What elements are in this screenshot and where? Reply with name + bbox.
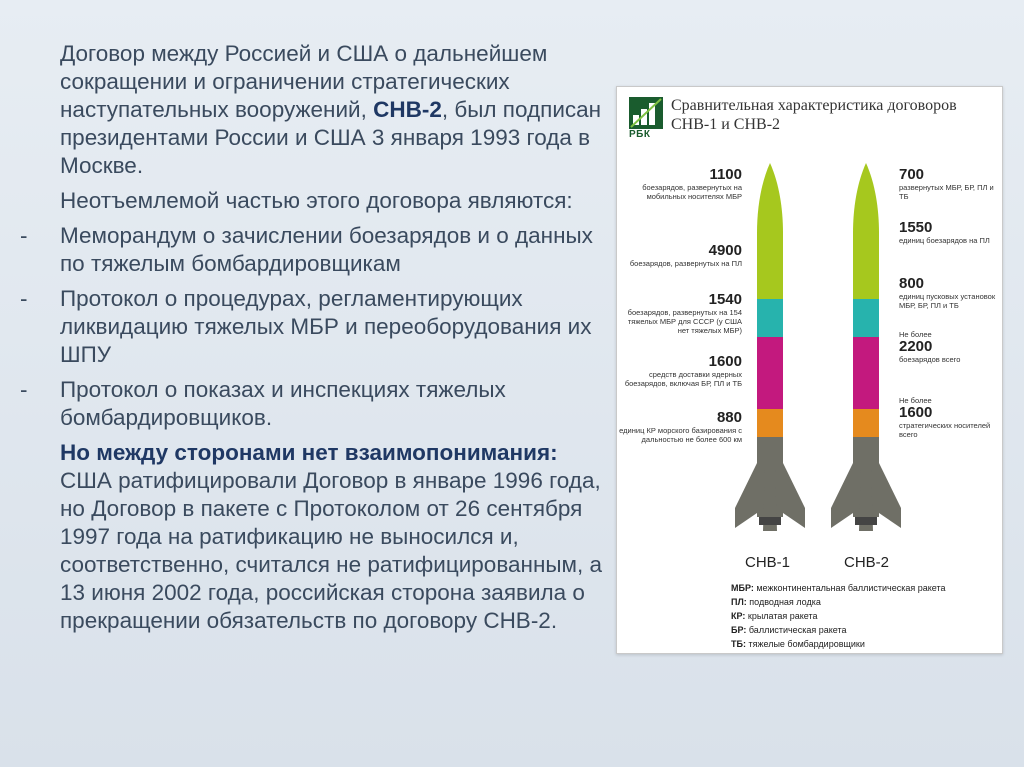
legend-item (731, 595, 946, 609)
legend-item (731, 637, 946, 651)
text-paragraph (14, 439, 614, 635)
left-stat-label: боезарядов, развернутых на 154 тяжелых МБР для СССР (у США нет тяжелых МБР) (627, 308, 742, 335)
body-text: США ратифицировали Договор в январе 1996 года, но Договор в пакете с Протоколом от 26 сентября 1997 года на ратификацию не выносился и, соответственно, считался не ратифицированным, а 13 июня 2002 года, российская сторона заявила о прекращении обязательств по договору СНВ-2. (60, 468, 603, 633)
left-stat (617, 167, 742, 201)
infographic-card (616, 86, 1003, 654)
legend-text: крылатая ракета (745, 611, 818, 621)
body-text: , был подписан президентами России и США 3 января 1993 года в Москве. (60, 97, 602, 178)
right-stat-number: 1550 (899, 219, 933, 236)
legend-text: подводная лодка (746, 597, 821, 607)
bullet-item (14, 376, 614, 432)
right-stat-number: 1600 (899, 404, 933, 421)
right-stat-prefix: Не более (899, 330, 932, 339)
text-paragraph (14, 40, 614, 180)
right-stat-label: развернутых МБР, БР, ПЛ и ТБ (899, 183, 994, 201)
right-stat-number: 800 (899, 275, 925, 292)
legend-text: межконтинентальная баллистическая ракета (753, 583, 946, 593)
left-stat-number: 1540 (708, 291, 742, 308)
right-stat (899, 276, 999, 310)
text-paragraph (14, 187, 614, 215)
legend-text: баллистическая ракета (746, 625, 847, 635)
body-text: Неотъемлемой частью этого договора являются: (60, 188, 573, 213)
left-stat-number: 1600 (708, 353, 742, 370)
body-text: Протокол о процедурах, регламентирующих ликвидацию тяжелых МБР и переоборудования их ШПУ (60, 286, 592, 367)
right-stat (899, 167, 999, 201)
right-stat (899, 330, 999, 364)
right-stat (899, 396, 999, 439)
right-stat-number: 2200 (899, 338, 933, 355)
body-text: Договор между Россией и США о дальнейшем сокращении и ограничении стратегических наступательных вооружений, (60, 41, 548, 122)
bullet-item (14, 222, 614, 278)
legend-abbr: ТБ: (731, 639, 746, 649)
infographic-title: Сравнительная характеристика договоров СНВ-1 и СНВ-2 (671, 97, 957, 133)
right-stat (899, 220, 999, 245)
rocket-label-snv1: СНВ-1 (745, 554, 791, 571)
left-stat-number: 880 (716, 409, 742, 426)
bullet-item (14, 285, 614, 369)
right-stat-label: единиц боезарядов на ПЛ (899, 236, 990, 245)
right-stat-label: боезарядов всего (899, 355, 961, 364)
body-text: Протокол о показах и инспекциях тяжелых бомбардировщиков. (60, 377, 506, 430)
abbreviation-legend (731, 581, 946, 651)
left-stat-label: единиц КР морского базирования с дальностью не более 600 км (619, 426, 742, 444)
legend-abbr: БР: (731, 625, 747, 635)
legend-item (731, 623, 946, 637)
left-stat-label: боезарядов, развернутых на ПЛ (629, 259, 742, 268)
left-stat-number: 4900 (708, 242, 742, 259)
bullet-dash: - (20, 286, 28, 311)
highlight-text: Но между сторонами нет взаимопонимания: (60, 440, 558, 465)
legend-abbr: МБР: (731, 583, 754, 593)
rbk-logo-text: РБК (629, 129, 651, 140)
left-stat (617, 243, 742, 268)
right-stat-label: единиц пусковых установок МБР, БР, ПЛ и ТБ (899, 292, 996, 310)
legend-abbr: ПЛ: (731, 597, 747, 607)
right-stat-label: стратегических носителей всего (899, 421, 991, 439)
right-stat-prefix: Не более (899, 396, 932, 405)
bullet-dash: - (20, 223, 28, 248)
left-stat-label: средств доставки ядерных боезарядов, включая БР, ПЛ и ТБ (624, 370, 742, 388)
left-stat (617, 292, 742, 335)
legend-item (731, 581, 946, 595)
legend-item (731, 609, 946, 623)
right-stat-number: 700 (899, 166, 925, 183)
left-stat (617, 354, 742, 388)
legend-text: тяжелые бомбардировщики (745, 639, 865, 649)
bullet-dash: - (20, 377, 28, 402)
legend-abbr: КР: (731, 611, 746, 621)
text-block (14, 40, 614, 635)
left-stat-label: боезарядов, развернутых на мобильных носителях МБР (642, 183, 742, 201)
rocket-label-snv2: СНВ-2 (844, 554, 890, 571)
highlight-text: СНВ-2 (373, 97, 442, 122)
rbk-logo-icon (629, 97, 663, 129)
rocket-snv2-icon (831, 163, 901, 543)
body-text: Меморандум о зачислении боезарядов и о данных по тяжелым бомбардировщикам (60, 223, 593, 276)
left-stat-number: 1100 (709, 166, 742, 183)
rocket-snv1-icon (735, 163, 805, 543)
left-stat (617, 410, 742, 444)
